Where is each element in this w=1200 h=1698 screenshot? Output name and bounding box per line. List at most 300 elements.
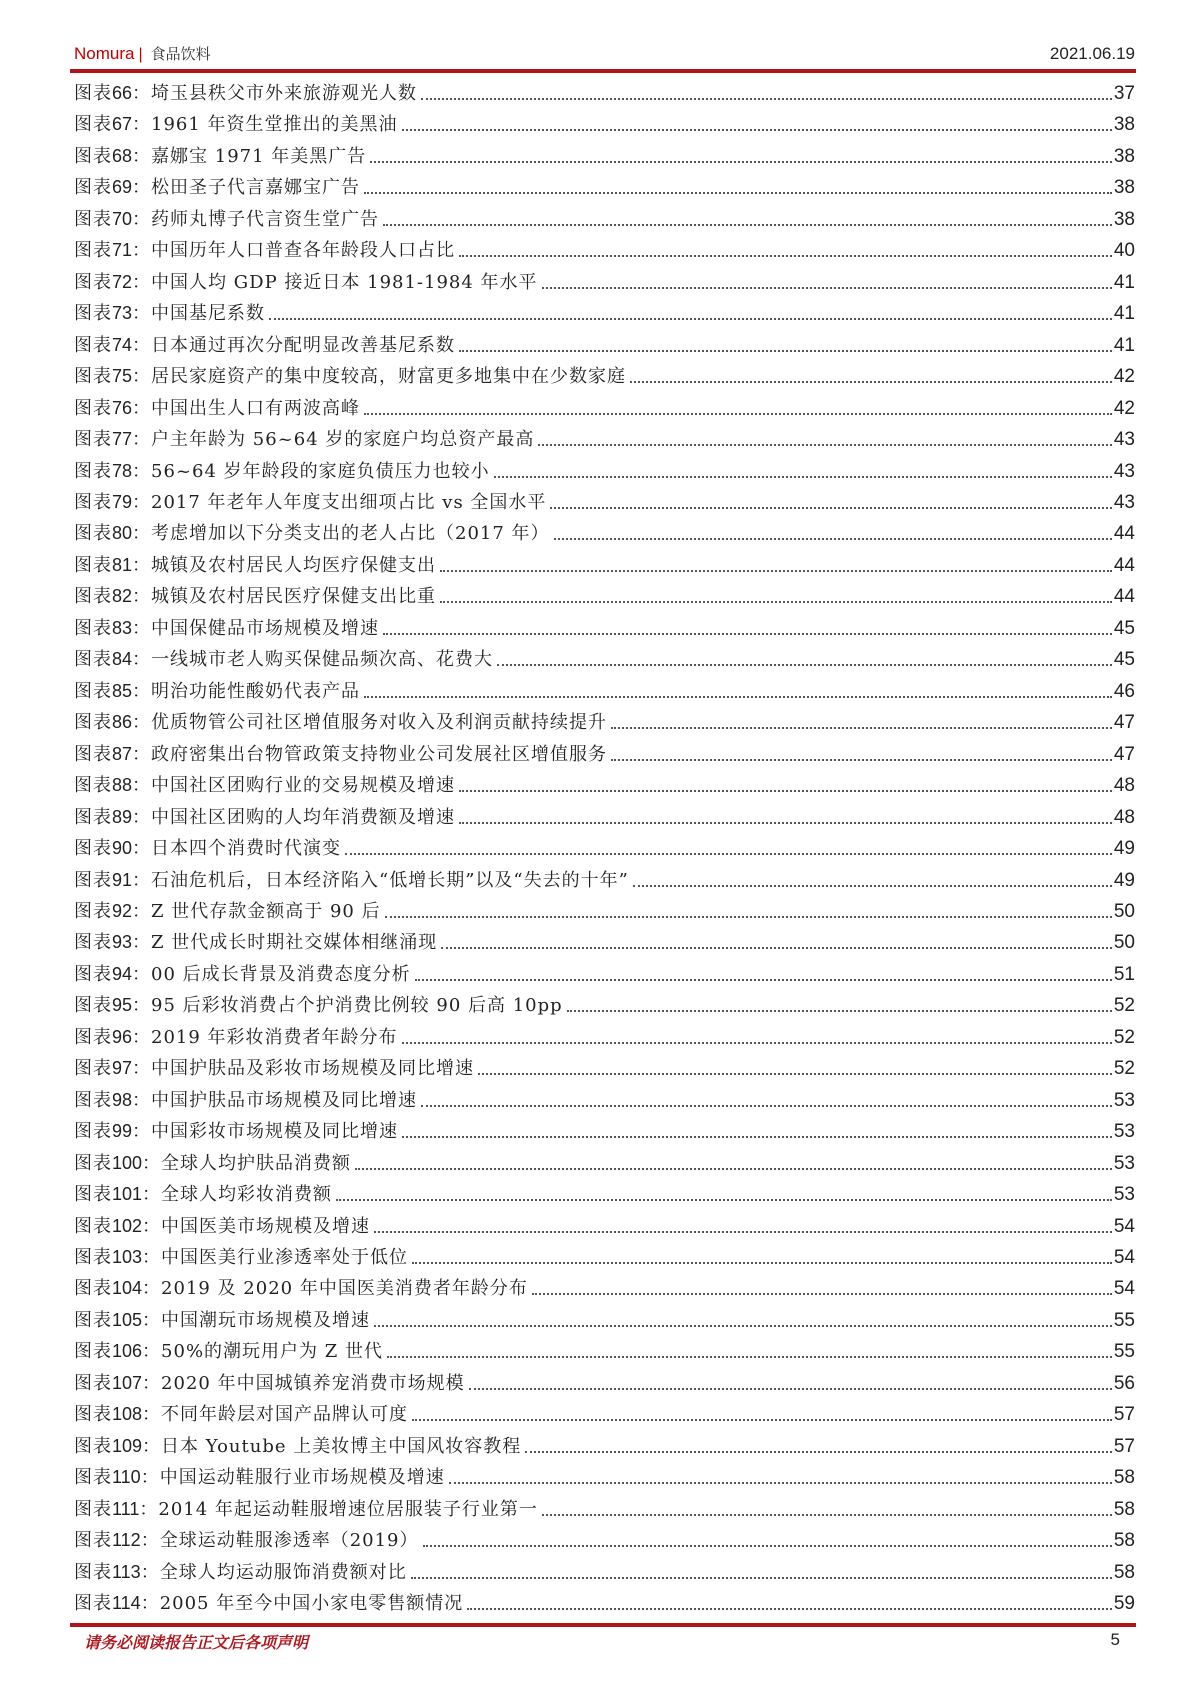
page-ref: 45: [1113, 649, 1135, 671]
page-ref: 52: [1113, 995, 1135, 1017]
toc-entry-label: [74, 680, 360, 703]
figure-title: 埼玉县秩父市外来旅游观光人数: [151, 83, 418, 104]
page-ref: 41: [1113, 271, 1135, 293]
figure-title: 明治功能性酸奶代表产品: [151, 680, 361, 702]
toc-entry[interactable]: [74, 327, 1135, 357]
toc-entry-label: [74, 334, 455, 357]
toc-entry[interactable]: [74, 767, 1135, 797]
colon: ：: [132, 145, 152, 167]
figure-number: 113: [112, 1561, 141, 1582]
figure-number: 101: [112, 1184, 143, 1205]
toc-entry[interactable]: [74, 1302, 1135, 1332]
toc-prefix: 图表: [74, 712, 112, 734]
colon: ：: [132, 334, 152, 356]
page-ref: 38: [1113, 208, 1135, 230]
dot-leader: [345, 853, 1112, 855]
colon: ：: [139, 1498, 159, 1520]
toc-entry[interactable]: [74, 106, 1135, 136]
toc-entry-label: [74, 1183, 332, 1206]
page-ref: 38: [1113, 114, 1135, 136]
colon: ：: [132, 177, 152, 199]
colon: ：: [132, 271, 152, 293]
figure-number: 93: [112, 932, 133, 953]
toc-entry-label: [74, 428, 534, 451]
dot-leader: [459, 790, 1112, 792]
toc-prefix: 图表: [74, 869, 112, 891]
colon: ：: [140, 1593, 160, 1615]
toc-entry-label: [74, 491, 546, 514]
report-date: 2021.06.19: [1049, 44, 1135, 63]
figure-number: 66: [112, 83, 133, 103]
toc-entry[interactable]: [74, 232, 1135, 262]
figure-title: 不同年龄层对国产品牌认可度: [161, 1404, 409, 1426]
figure-number: 112: [112, 1530, 141, 1551]
dot-leader: [497, 664, 1112, 666]
dot-leader: [370, 161, 1112, 163]
page-ref: 47: [1113, 712, 1135, 734]
toc-entry-label: [74, 365, 626, 388]
toc-entry[interactable]: [74, 578, 1135, 608]
colon: ：: [132, 743, 152, 765]
toc-entry-label: [74, 1277, 528, 1300]
figure-title: 全球运动鞋服渗透率（2019）: [159, 1530, 419, 1552]
colon: ：: [132, 114, 152, 136]
toc-prefix: 图表: [74, 303, 112, 325]
page-ref: 52: [1113, 1026, 1135, 1048]
dot-leader: [630, 381, 1112, 383]
page-ref: 46: [1113, 680, 1135, 702]
figure-title: 全球人均运动服饰消费额对比: [159, 1561, 407, 1583]
figure-number: 106: [112, 1341, 143, 1362]
page-ref: 53: [1113, 1121, 1135, 1143]
page-ref: 54: [1113, 1247, 1135, 1269]
dot-leader: [383, 633, 1112, 635]
dot-leader: [611, 727, 1112, 729]
toc-prefix: 图表: [74, 932, 112, 954]
colon: ：: [132, 460, 152, 482]
toc-prefix: 图表: [74, 460, 112, 482]
dot-leader: [421, 1105, 1112, 1107]
toc-prefix: 图表: [74, 1530, 112, 1552]
figure-number: 85: [112, 680, 133, 701]
toc-entry-label: [74, 585, 436, 608]
dot-leader: [440, 570, 1112, 572]
figure-title: 居民家庭资产的集中度较高，财富更多地集中在少数家庭: [151, 366, 627, 388]
colon: ：: [132, 83, 152, 104]
toc-entry-label: [74, 648, 493, 671]
toc-entry[interactable]: [74, 1176, 1135, 1206]
figure-title: 中国护肤品及彩妆市场规模及同比增速: [151, 1058, 475, 1080]
toc-entry-label: [74, 931, 437, 954]
footer-rule: [70, 1623, 1136, 1627]
figure-title: 石油危机后，日本经济陷入“低增长期”以及“失去的十年”: [151, 869, 629, 891]
toc-entry[interactable]: [74, 1585, 1135, 1615]
dot-leader: [412, 1262, 1112, 1264]
toc-entry-label: [74, 711, 607, 734]
dot-leader: [415, 979, 1112, 981]
toc-prefix: 图表: [74, 1278, 112, 1300]
dot-leader: [538, 444, 1111, 446]
toc-entry[interactable]: [74, 1145, 1135, 1175]
toc-entry[interactable]: [74, 75, 1135, 105]
colon: ：: [132, 208, 152, 230]
page-ref: 53: [1113, 1152, 1135, 1174]
dot-leader: [567, 1010, 1112, 1012]
figure-number: 105: [112, 1309, 143, 1330]
toc-entry-label: [74, 1592, 463, 1615]
figure-title: 全球人均彩妆消费额: [161, 1184, 333, 1206]
colon: ：: [132, 806, 152, 828]
toc-entry[interactable]: [74, 1050, 1135, 1080]
figure-number: 97: [112, 1058, 133, 1079]
toc-entry[interactable]: [74, 547, 1135, 577]
toc-entry[interactable]: [74, 924, 1135, 954]
page-ref: 43: [1113, 429, 1135, 451]
toc-entry-label: [74, 302, 265, 325]
colon: ：: [142, 1309, 162, 1331]
page-ref: 57: [1113, 1435, 1135, 1457]
toc-entry[interactable]: [74, 1491, 1135, 1521]
toc-prefix: 图表: [74, 240, 112, 262]
toc-entry[interactable]: [74, 1522, 1135, 1552]
figure-number: 72: [112, 271, 133, 292]
figure-title: 药师丸博子代言资生堂广告: [151, 208, 380, 230]
page-ref: 40: [1113, 240, 1135, 262]
toc-prefix: 图表: [74, 1341, 112, 1363]
toc-prefix: 图表: [74, 208, 112, 230]
toc-entry[interactable]: [74, 264, 1135, 294]
colon: ：: [132, 680, 152, 702]
figure-title: 2019 年彩妆消费者年龄分布: [151, 1026, 398, 1048]
dot-leader: [364, 696, 1112, 698]
toc-entry[interactable]: [74, 610, 1135, 640]
toc-entry[interactable]: [74, 1113, 1135, 1143]
dot-leader: [421, 98, 1112, 100]
toc-prefix: 图表: [74, 649, 112, 671]
colon: ：: [142, 1372, 162, 1394]
page-ref: 50: [1113, 900, 1135, 922]
colon: ：: [132, 649, 152, 671]
figure-number: 71: [112, 240, 133, 261]
figure-number: 89: [112, 806, 133, 827]
page-ref: 37: [1113, 83, 1135, 104]
page-ref: 44: [1113, 523, 1135, 545]
toc-entry[interactable]: [74, 704, 1135, 734]
page-ref: 44: [1113, 554, 1135, 576]
toc-entry[interactable]: [74, 1365, 1135, 1395]
toc-entry-label: [74, 1152, 351, 1175]
figure-number: 99: [112, 1121, 133, 1142]
toc-entry[interactable]: [74, 830, 1135, 860]
figure-number: 90: [112, 838, 133, 859]
dot-leader: [459, 255, 1112, 257]
figure-title: 95 后彩妆消费占个护消费比例较 90 后高 10pp: [151, 995, 563, 1017]
toc-prefix: 图表: [74, 1152, 112, 1174]
figure-number: 84: [112, 649, 133, 670]
toc-entry-label: [74, 1466, 445, 1489]
page-ref: 55: [1113, 1341, 1135, 1363]
colon: ：: [142, 1184, 162, 1206]
toc-prefix: 图表: [74, 1058, 112, 1080]
figure-title: 户主年龄为 56~64 岁的家庭户均总资产最高: [151, 429, 535, 451]
colon: ：: [132, 429, 152, 451]
toc-entry[interactable]: [74, 515, 1135, 545]
toc-entry[interactable]: [74, 799, 1135, 829]
colon: ：: [142, 1152, 162, 1174]
figure-number: 73: [112, 303, 133, 324]
toc-entry[interactable]: [74, 1239, 1135, 1269]
toc-entry-label: [74, 113, 398, 136]
figure-number: 74: [112, 334, 133, 355]
toc-entry-label: [74, 460, 490, 483]
figure-title: 中国护肤品市场规模及同比增速: [151, 1089, 418, 1111]
colon: ：: [132, 397, 152, 419]
colon: ：: [132, 900, 152, 922]
figure-number: 77: [112, 429, 133, 450]
toc-prefix: 图表: [74, 397, 112, 419]
toc-entry-label: [74, 1026, 398, 1049]
figure-number: 109: [112, 1435, 143, 1456]
dot-leader: [412, 1419, 1112, 1421]
page-ref: 58: [1113, 1561, 1135, 1583]
toc-entry[interactable]: [74, 1019, 1135, 1049]
colon: ：: [132, 617, 152, 639]
figure-number: 67: [112, 114, 133, 135]
page-number: 5: [1110, 1630, 1120, 1649]
toc-entry-label: [74, 82, 417, 105]
figure-number: 86: [112, 712, 133, 733]
colon: ：: [132, 963, 152, 985]
toc-prefix: 图表: [74, 838, 112, 860]
toc-prefix: 图表: [74, 1089, 112, 1111]
toc-entry[interactable]: [74, 893, 1135, 923]
figure-title: 50%的潮玩用户为 Z 世代: [161, 1341, 384, 1363]
figure-title: 2005 年至今中国小家电零售额情况: [159, 1593, 464, 1615]
dot-leader: [355, 1168, 1112, 1170]
toc-entry[interactable]: [74, 1270, 1135, 1300]
figure-title: 1961 年资生堂推出的美黑油: [151, 114, 398, 136]
figure-number: 68: [112, 145, 133, 166]
toc-entry[interactable]: [74, 956, 1135, 986]
header-rule: [70, 69, 1136, 73]
toc-entry-label: [74, 1089, 417, 1112]
toc-prefix: 图表: [74, 775, 112, 797]
toc-prefix: 图表: [74, 1184, 112, 1206]
toc-entry[interactable]: [74, 1396, 1135, 1426]
page-ref: 53: [1113, 1089, 1135, 1111]
toc-entry-label: [74, 900, 381, 923]
dot-leader: [550, 507, 1111, 509]
dot-leader: [269, 318, 1112, 320]
colon: ：: [142, 1247, 162, 1269]
dot-leader: [611, 759, 1112, 761]
dot-leader: [374, 1231, 1112, 1233]
figure-title: 中国基尼系数: [151, 303, 266, 325]
toc-entry-label: [74, 1372, 465, 1395]
toc-entry[interactable]: [74, 987, 1135, 1017]
page-ref: 50: [1113, 932, 1135, 954]
toc-entry[interactable]: [74, 1428, 1135, 1458]
figure-number: 82: [112, 586, 133, 607]
toc-entry-label: [74, 208, 379, 231]
dot-leader: [449, 1482, 1112, 1484]
dot-leader: [494, 476, 1112, 478]
figure-title: 日本 Youtube 上美妆博主中国风妆容教程: [161, 1435, 522, 1457]
figure-number: 88: [112, 775, 133, 796]
toc-entry[interactable]: [74, 1459, 1135, 1489]
toc-entry-label: [74, 1340, 383, 1363]
dot-leader: [402, 1042, 1112, 1044]
dot-leader: [441, 947, 1112, 949]
page-ref: 56: [1113, 1372, 1135, 1394]
dot-leader: [532, 1293, 1112, 1295]
toc-entry[interactable]: [74, 138, 1135, 168]
toc-prefix: 图表: [74, 1309, 112, 1331]
toc-prefix: 图表: [74, 491, 112, 513]
page-ref: 42: [1113, 397, 1135, 419]
colon: ：: [142, 1278, 162, 1300]
figure-number: 81: [112, 554, 133, 575]
page-ref: 42: [1113, 366, 1135, 388]
toc-prefix: 图表: [74, 334, 112, 356]
page-ref: 47: [1113, 743, 1135, 765]
toc-prefix: 图表: [74, 429, 112, 451]
colon: ：: [132, 366, 152, 388]
page-ref: 41: [1113, 334, 1135, 356]
dot-leader: [469, 1388, 1112, 1390]
figure-number: 70: [112, 208, 133, 229]
page-ref: 54: [1113, 1278, 1135, 1300]
figure-number: 110: [112, 1467, 141, 1488]
figure-number: 76: [112, 397, 133, 418]
toc-prefix: 图表: [74, 743, 112, 765]
figure-number: 102: [112, 1215, 143, 1236]
figure-title: 00 后成长背景及消费态度分析: [151, 963, 411, 985]
figure-title: 2017 年老年人年度支出细项占比 vs 全国水平: [151, 491, 547, 513]
colon: ：: [132, 303, 152, 325]
toc-prefix: 图表: [74, 1404, 112, 1426]
figure-title: 松田圣子代言嘉娜宝广告: [151, 177, 361, 199]
dot-leader: [525, 1451, 1112, 1453]
dot-leader: [411, 1577, 1112, 1579]
figure-title: 城镇及农村居民人均医疗保健支出: [151, 554, 437, 576]
toc-prefix: 图表: [74, 680, 112, 702]
toc-prefix: 图表: [74, 806, 112, 828]
toc-entry-label: [74, 1309, 370, 1332]
toc-prefix: 图表: [74, 617, 112, 639]
toc-entry-label: [74, 743, 607, 766]
colon: ：: [132, 869, 152, 891]
dot-leader: [402, 1136, 1112, 1138]
figure-title: 政府密集出台物管政策支持物业公司发展社区增值服务: [151, 743, 608, 765]
colon: ：: [142, 1404, 162, 1426]
figure-number: 79: [112, 491, 133, 512]
colon: ：: [132, 1089, 152, 1111]
page-ref: 49: [1113, 838, 1135, 860]
toc-entry[interactable]: [74, 169, 1135, 199]
page-ref: 49: [1113, 869, 1135, 891]
toc-entry[interactable]: [74, 390, 1135, 420]
dot-leader: [336, 1199, 1112, 1201]
toc-entry-label: [74, 994, 563, 1017]
toc-entry[interactable]: [74, 1208, 1135, 1238]
toc-entry[interactable]: [74, 1082, 1135, 1112]
toc-entry-label: [74, 271, 538, 294]
toc-prefix: 图表: [74, 554, 112, 576]
figure-number: 114: [112, 1593, 141, 1614]
figure-number: 91: [112, 869, 133, 890]
toc-entry[interactable]: [74, 641, 1135, 671]
figure-title: 考虑增加以下分类支出的老人占比（2017 年）: [151, 523, 550, 545]
colon: ：: [142, 1435, 162, 1457]
dot-leader: [387, 1356, 1112, 1358]
colon: ：: [132, 586, 152, 608]
figure-title: Z 世代成长时期社交媒体相继涌现: [151, 932, 438, 954]
figure-title: 中国医美市场规模及增速: [161, 1215, 371, 1237]
colon: ：: [132, 712, 152, 734]
toc-entry[interactable]: [74, 421, 1135, 451]
figure-title: 2014 年起运动鞋服增速位居服装子行业第一: [158, 1498, 538, 1520]
dot-leader: [440, 601, 1112, 603]
figure-number: 69: [112, 177, 133, 198]
colon: ：: [132, 491, 152, 513]
figure-title: 2019 及 2020 年中国医美消费者年龄分布: [161, 1278, 528, 1300]
toc-entry-label: [74, 1403, 408, 1426]
colon: ：: [142, 1341, 162, 1363]
toc-entry-label: [74, 774, 455, 797]
dot-leader: [542, 1514, 1112, 1516]
toc-prefix: 图表: [74, 586, 112, 608]
toc-entry-label: [74, 806, 455, 829]
toc-entry[interactable]: [74, 736, 1135, 766]
toc-prefix: 图表: [74, 1593, 112, 1615]
toc-entry-label: [74, 837, 341, 860]
toc-entry-label: [74, 1057, 474, 1080]
toc-entry[interactable]: [74, 201, 1135, 231]
figure-title: 中国人均 GDP 接近日本 1981-1984 年水平: [151, 271, 538, 293]
toc-entry-label: [74, 617, 379, 640]
toc-entry[interactable]: [74, 673, 1135, 703]
toc-entry[interactable]: [74, 484, 1135, 514]
dot-leader: [402, 129, 1112, 131]
toc-prefix: 图表: [74, 1121, 112, 1143]
dot-leader: [542, 287, 1112, 289]
toc-entry[interactable]: [74, 862, 1135, 892]
dot-leader: [459, 822, 1112, 824]
figure-number: 107: [112, 1372, 143, 1393]
colon: ：: [132, 932, 152, 954]
dot-leader: [554, 538, 1112, 540]
figure-title: 中国社区团购行业的交易规模及增速: [151, 775, 456, 797]
colon: ：: [132, 995, 152, 1017]
toc-entry[interactable]: [74, 295, 1135, 325]
colon: ：: [132, 523, 152, 545]
toc-entry[interactable]: [74, 358, 1135, 388]
figure-title: 全球人均护肤品消费额: [161, 1152, 352, 1174]
colon: ：: [132, 554, 152, 576]
toc-entry-label: [74, 1498, 538, 1521]
figure-number: 100: [112, 1152, 143, 1173]
toc-entry[interactable]: [74, 1333, 1135, 1363]
colon: ：: [132, 838, 152, 860]
figure-title: 优质物管公司社区增值服务对收入及利润贡献持续提升: [151, 712, 608, 734]
toc-entry[interactable]: [74, 1554, 1135, 1584]
toc-prefix: 图表: [74, 114, 112, 136]
page-ref: 57: [1113, 1404, 1135, 1426]
figure-number: 111: [112, 1498, 140, 1519]
figure-number: 95: [112, 995, 133, 1016]
toc-entry[interactable]: [74, 453, 1135, 483]
